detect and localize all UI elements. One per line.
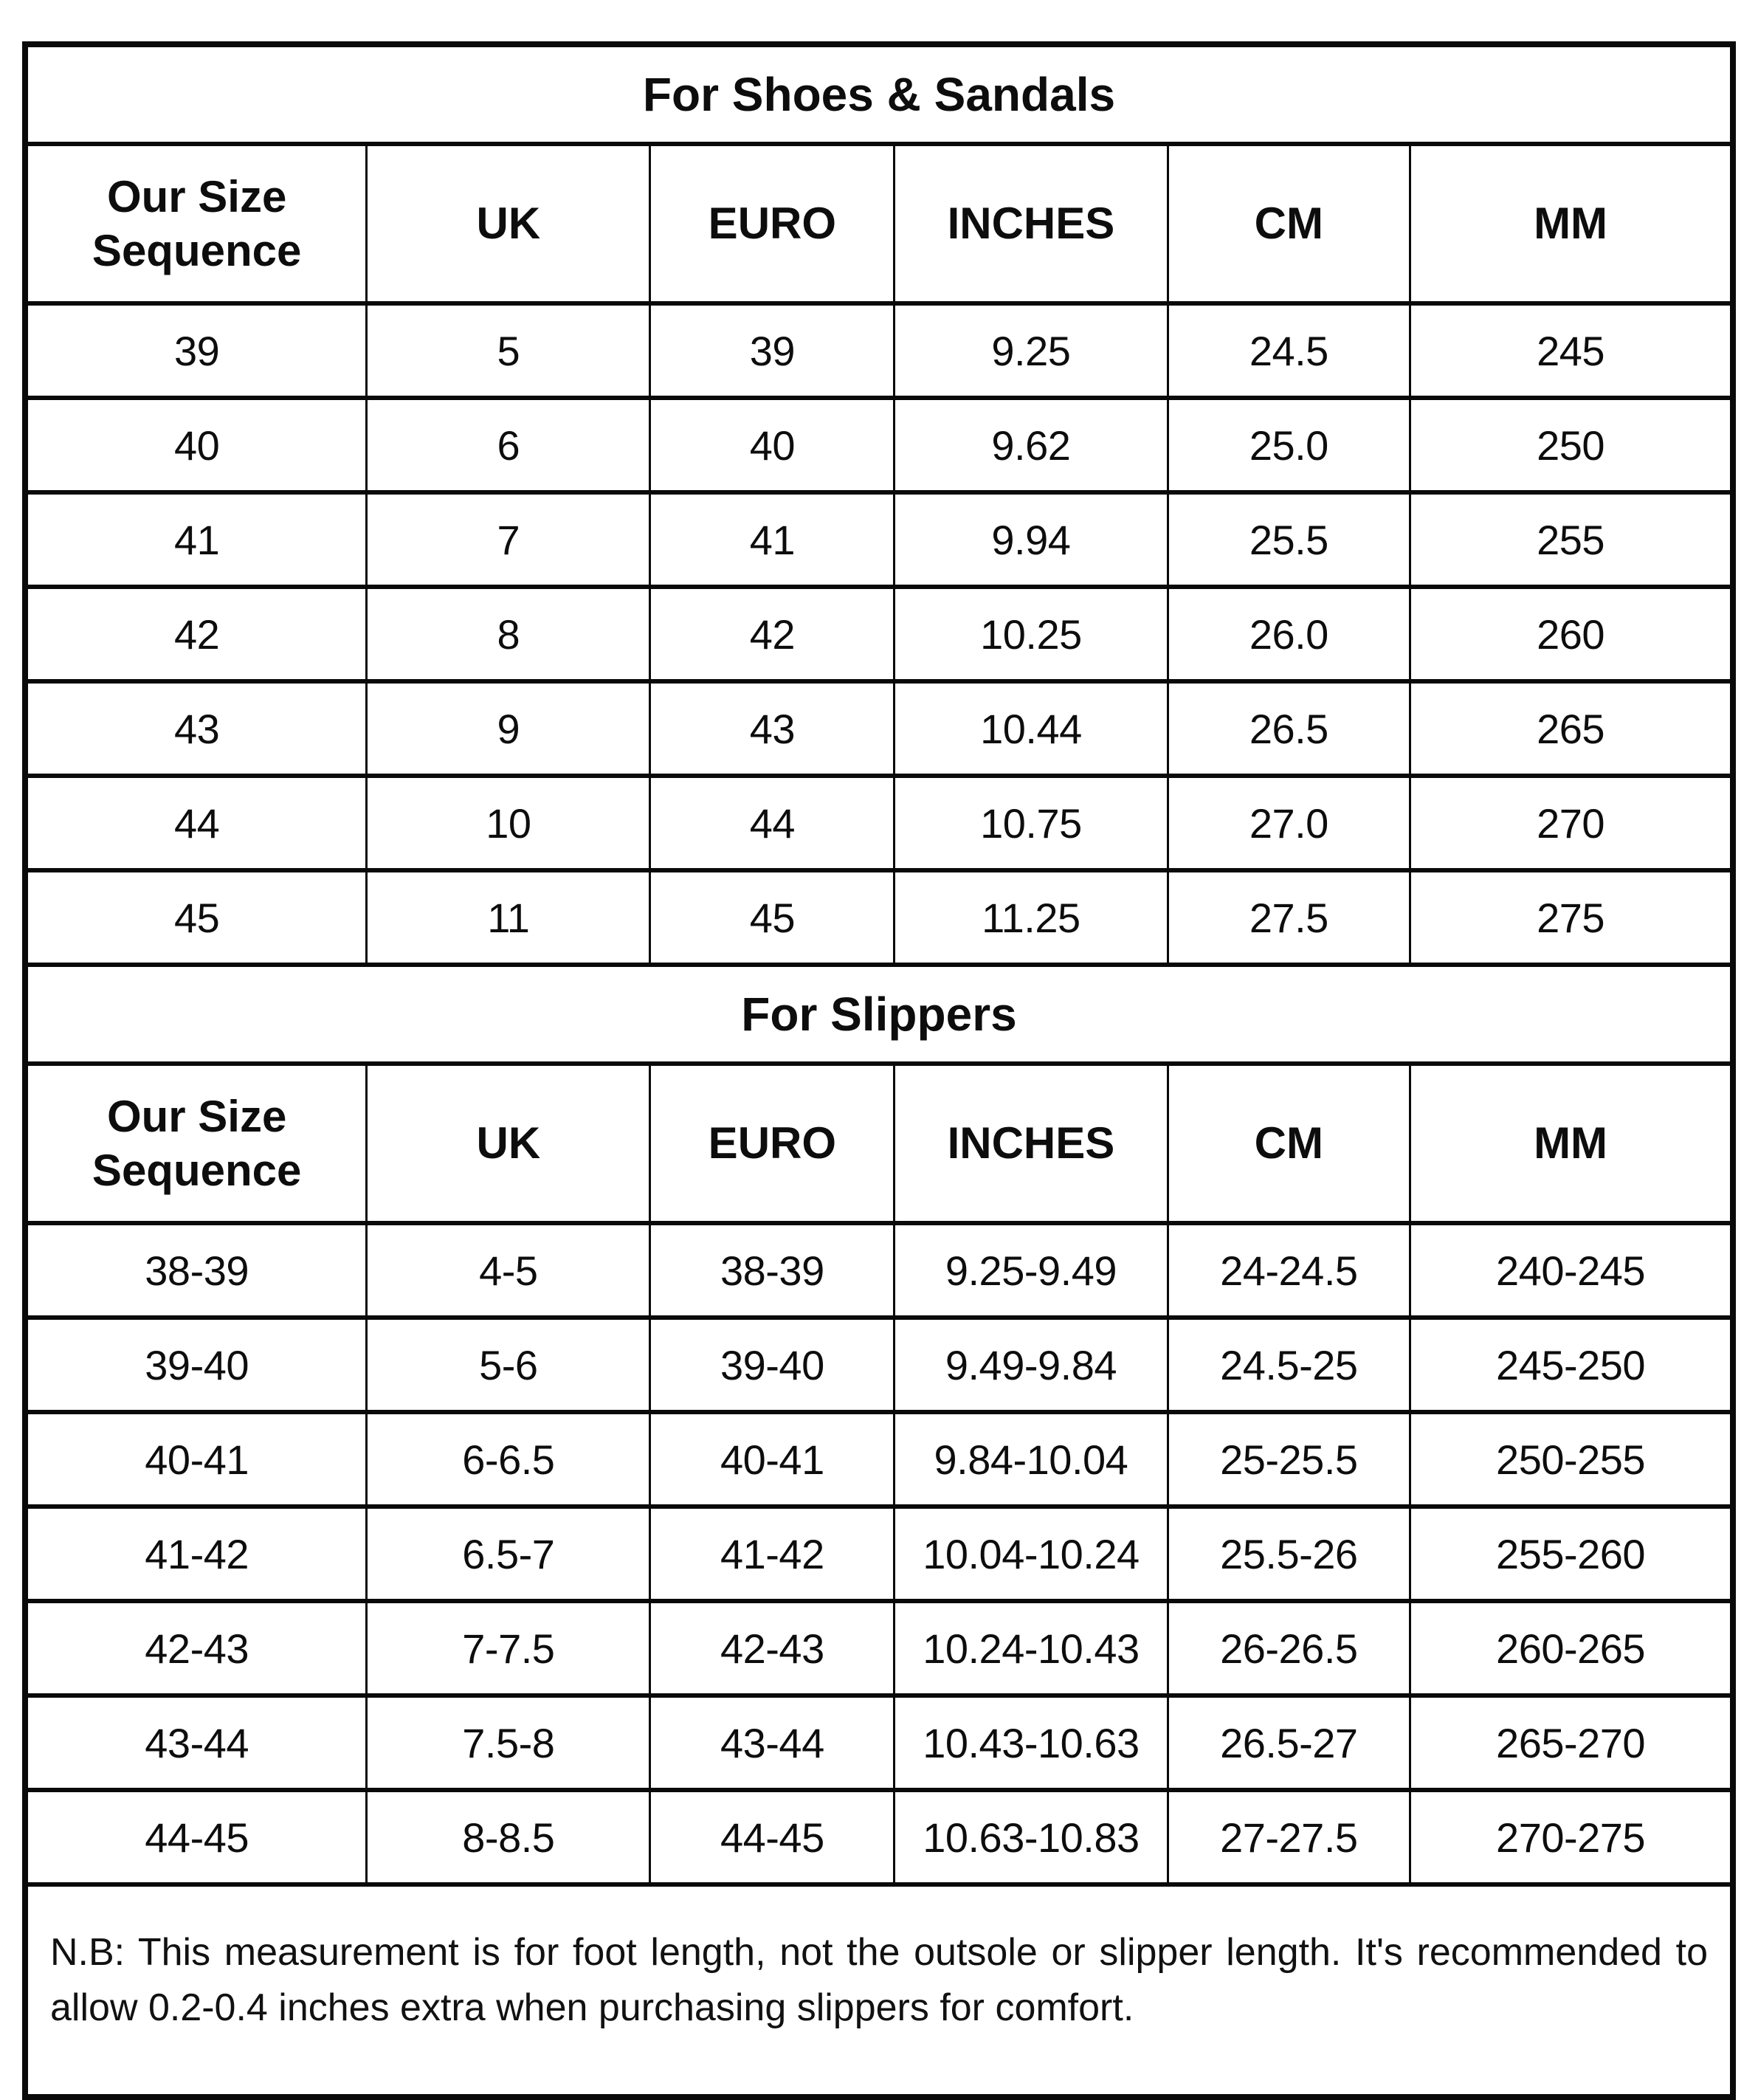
size-cell: 24.5-25 <box>1168 1318 1410 1412</box>
size-cell: 9.94 <box>894 492 1168 587</box>
table-row <box>25 492 1733 587</box>
size-cell: 40-41 <box>650 1412 894 1507</box>
section-title: For Slippers <box>25 965 1733 1064</box>
size-cell: 9.62 <box>894 398 1168 492</box>
size-cell: 8 <box>367 587 650 681</box>
table-row <box>25 398 1733 492</box>
column-header: EURO <box>650 144 894 303</box>
size-cell: 27-27.5 <box>1168 1790 1410 1884</box>
size-cell: 39-40 <box>25 1318 367 1412</box>
size-cell: 42-43 <box>25 1601 367 1696</box>
size-cell: 44-45 <box>650 1790 894 1884</box>
note-row <box>25 1884 1733 2097</box>
size-cell: 26-26.5 <box>1168 1601 1410 1696</box>
section-title-row <box>25 965 1733 1064</box>
size-cell: 10.43-10.63 <box>894 1696 1168 1790</box>
size-cell: 27.5 <box>1168 870 1410 965</box>
size-cell: 6-6.5 <box>367 1412 650 1507</box>
column-header: CM <box>1168 144 1410 303</box>
note-text: N.B: This measurement is for foot length, not the outsole or slipper length. It's recommended to allow 0.2-0.4 inches extra when purchasing slippers for comfort. <box>25 1884 1733 2097</box>
table-row <box>25 1601 1733 1696</box>
size-cell: 11.25 <box>894 870 1168 965</box>
size-cell: 40-41 <box>25 1412 367 1507</box>
size-cell: 255-260 <box>1410 1507 1733 1601</box>
table-row <box>25 1507 1733 1601</box>
size-cell: 7-7.5 <box>367 1601 650 1696</box>
section-title: For Shoes & Sandals <box>25 44 1733 144</box>
size-cell: 10.04-10.24 <box>894 1507 1168 1601</box>
section-title-row <box>25 44 1733 144</box>
size-cell: 42 <box>25 587 367 681</box>
size-cell: 270 <box>1410 776 1733 870</box>
shoes-sandals-section <box>25 44 1733 965</box>
size-cell: 275 <box>1410 870 1733 965</box>
size-cell: 41 <box>25 492 367 587</box>
size-cell: 44-45 <box>25 1790 367 1884</box>
size-cell: 265 <box>1410 681 1733 776</box>
size-cell: 10 <box>367 776 650 870</box>
size-cell: 9.25-9.49 <box>894 1223 1168 1318</box>
column-header: INCHES <box>894 1064 1168 1223</box>
header-row <box>25 144 1733 303</box>
table-row <box>25 587 1733 681</box>
column-header: CM <box>1168 1064 1410 1223</box>
size-cell: 45 <box>25 870 367 965</box>
size-cell: 8-8.5 <box>367 1790 650 1884</box>
size-cell: 39 <box>25 303 367 398</box>
size-cell: 27.0 <box>1168 776 1410 870</box>
column-header: MM <box>1410 144 1733 303</box>
table-row <box>25 1318 1733 1412</box>
size-cell: 240-245 <box>1410 1223 1733 1318</box>
column-header: UK <box>367 1064 650 1223</box>
size-cell: 9.84-10.04 <box>894 1412 1168 1507</box>
size-cell: 4-5 <box>367 1223 650 1318</box>
size-cell: 260 <box>1410 587 1733 681</box>
size-cell: 9.25 <box>894 303 1168 398</box>
size-cell: 26.0 <box>1168 587 1410 681</box>
slippers-section <box>25 965 1733 1884</box>
size-cell: 255 <box>1410 492 1733 587</box>
size-cell: 43 <box>650 681 894 776</box>
size-cell: 43 <box>25 681 367 776</box>
size-cell: 45 <box>650 870 894 965</box>
size-cell: 42 <box>650 587 894 681</box>
size-cell: 260-265 <box>1410 1601 1733 1696</box>
column-header: EURO <box>650 1064 894 1223</box>
size-cell: 24-24.5 <box>1168 1223 1410 1318</box>
size-cell: 270-275 <box>1410 1790 1733 1884</box>
size-cell: 245 <box>1410 303 1733 398</box>
size-cell: 25.5 <box>1168 492 1410 587</box>
size-cell: 43-44 <box>25 1696 367 1790</box>
column-header: UK <box>367 144 650 303</box>
size-cell: 10.24-10.43 <box>894 1601 1168 1696</box>
size-cell: 40 <box>650 398 894 492</box>
table-row <box>25 1223 1733 1318</box>
size-cell: 41 <box>650 492 894 587</box>
size-cell: 39 <box>650 303 894 398</box>
size-cell: 25.0 <box>1168 398 1410 492</box>
table-row <box>25 303 1733 398</box>
size-cell: 6 <box>367 398 650 492</box>
size-cell: 245-250 <box>1410 1318 1733 1412</box>
size-cell: 26.5-27 <box>1168 1696 1410 1790</box>
table-row <box>25 681 1733 776</box>
size-cell: 38-39 <box>25 1223 367 1318</box>
size-chart <box>22 41 1736 2100</box>
size-cell: 10.75 <box>894 776 1168 870</box>
size-cell: 250 <box>1410 398 1733 492</box>
table-row <box>25 1790 1733 1884</box>
size-cell: 250-255 <box>1410 1412 1733 1507</box>
column-header: INCHES <box>894 144 1168 303</box>
table-row <box>25 870 1733 965</box>
size-cell: 10.63-10.83 <box>894 1790 1168 1884</box>
size-cell: 44 <box>25 776 367 870</box>
size-cell: 44 <box>650 776 894 870</box>
size-cell: 10.25 <box>894 587 1168 681</box>
size-cell: 41-42 <box>650 1507 894 1601</box>
table-row <box>25 1412 1733 1507</box>
size-cell: 43-44 <box>650 1696 894 1790</box>
column-header: Our Size Sequence <box>25 1064 367 1223</box>
table-row <box>25 776 1733 870</box>
size-cell: 7 <box>367 492 650 587</box>
size-cell: 25-25.5 <box>1168 1412 1410 1507</box>
column-header: MM <box>1410 1064 1733 1223</box>
size-cell: 24.5 <box>1168 303 1410 398</box>
size-cell: 42-43 <box>650 1601 894 1696</box>
size-cell: 6.5-7 <box>367 1507 650 1601</box>
size-cell: 9 <box>367 681 650 776</box>
size-cell: 38-39 <box>650 1223 894 1318</box>
column-header: Our Size Sequence <box>25 144 367 303</box>
size-cell: 10.44 <box>894 681 1168 776</box>
size-chart-table <box>22 41 1736 2100</box>
size-cell: 26.5 <box>1168 681 1410 776</box>
size-cell: 5-6 <box>367 1318 650 1412</box>
size-cell: 39-40 <box>650 1318 894 1412</box>
size-cell: 40 <box>25 398 367 492</box>
size-cell: 41-42 <box>25 1507 367 1601</box>
size-cell: 265-270 <box>1410 1696 1733 1790</box>
size-cell: 25.5-26 <box>1168 1507 1410 1601</box>
size-cell: 5 <box>367 303 650 398</box>
note-section <box>25 1884 1733 2097</box>
size-cell: 7.5-8 <box>367 1696 650 1790</box>
table-row <box>25 1696 1733 1790</box>
header-row <box>25 1064 1733 1223</box>
size-cell: 9.49-9.84 <box>894 1318 1168 1412</box>
size-cell: 11 <box>367 870 650 965</box>
